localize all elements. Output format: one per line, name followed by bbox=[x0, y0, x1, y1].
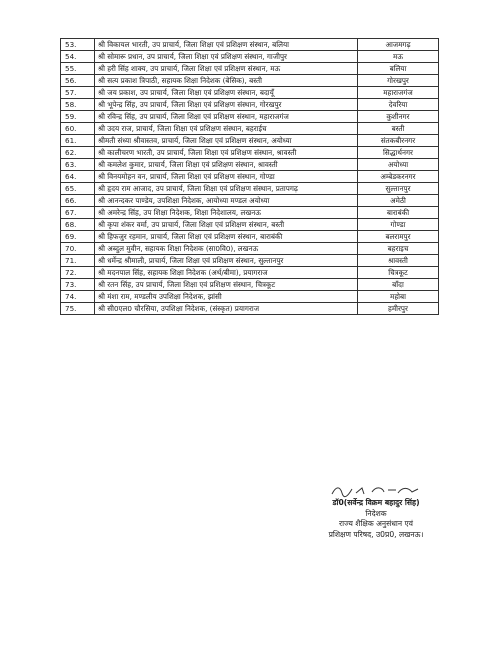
row-number: 61. bbox=[61, 135, 95, 147]
table-row bbox=[61, 255, 439, 267]
table-row bbox=[61, 159, 439, 171]
assigned-district: बाँदा bbox=[358, 279, 439, 291]
row-number: 65. bbox=[61, 183, 95, 195]
signatory-name: डॉ0(सर्वेन्द्र विक्रम बहादुर सिंह) bbox=[332, 498, 420, 507]
table-row bbox=[61, 75, 439, 87]
officer-details: श्री कृपा शंकर वर्मा, उप प्राचार्य, जिला शिक्षा एवं प्रशिक्षण संस्थान, बस्ती bbox=[95, 219, 358, 231]
officer-details: श्री धर्मेन्द्र श्रीमाली, प्राचार्य, जिला शिक्षा एवं प्रशिक्षण संस्थान, सुल्तानपुर bbox=[95, 255, 358, 267]
assigned-district: सुल्तानपुर bbox=[358, 183, 439, 195]
assigned-district: बस्ती bbox=[358, 123, 439, 135]
officer-details: श्री अब्दुल मुवीन, सहायक शिक्षा निदेशक (सा0वि0), लखनऊ bbox=[95, 243, 358, 255]
assigned-district: बाराबंकी bbox=[358, 207, 439, 219]
officer-details: श्री जय प्रकाश, उप प्राचार्य, जिला शिक्षा एवं प्रशिक्षण संस्थान, बदायूँ bbox=[95, 87, 358, 99]
table-row bbox=[61, 207, 439, 219]
assigned-district: सिद्धार्थनगर bbox=[358, 147, 439, 159]
table-row bbox=[61, 219, 439, 231]
table-row bbox=[61, 291, 439, 303]
row-number: 55. bbox=[61, 63, 95, 75]
assigned-district: अमेठी bbox=[358, 195, 439, 207]
officer-details: श्री उदय राज, प्राचार्य, जिला शिक्षा एवं प्रशिक्षण संस्थान, बहराईच bbox=[95, 123, 358, 135]
table-row bbox=[61, 147, 439, 159]
officer-details: श्री रविन्द्र सिंह, उप प्राचार्य, जिला शिक्षा एवं प्रशिक्षण संस्थान, महाराजगंज bbox=[95, 111, 358, 123]
row-number: 59. bbox=[61, 111, 95, 123]
assigned-district: महोबा bbox=[358, 291, 439, 303]
table-row bbox=[61, 51, 439, 63]
assigned-district: मऊ bbox=[358, 51, 439, 63]
officer-details: श्री मदनपाल सिंह, सहायक शिक्षा निदेशक (अर्थ/बीमा), प्रयागराज bbox=[95, 267, 358, 279]
row-number: 54. bbox=[61, 51, 95, 63]
assigned-district: चित्रकूट bbox=[358, 267, 439, 279]
officer-details: श्री विनयमोहन वन, प्राचार्य, जिला शिक्षा एवं प्रशिक्षण संस्थान, गोण्डा bbox=[95, 171, 358, 183]
assigned-district: हमीरपुर bbox=[358, 303, 439, 315]
signature-scribble-icon bbox=[326, 484, 426, 498]
officer-details: श्री विकायल भारती, उप प्राचार्य, जिला शिक्षा एवं प्रशिक्षण संस्थान, बलिया bbox=[95, 39, 358, 51]
officer-details: श्री आनन्दकर पाण्डेय, उपशिक्षा निदेशक, आयोध्या मण्डल अयोध्या bbox=[95, 195, 358, 207]
row-number: 56. bbox=[61, 75, 95, 87]
assigned-district: संतकबीरनगर bbox=[358, 135, 439, 147]
table-row bbox=[61, 63, 439, 75]
signatory-designation: निदेशक bbox=[365, 508, 387, 518]
signatory-org-line2: प्रशिक्षण परिषद, उ0प्र0, लखनऊ। bbox=[328, 529, 424, 539]
signatory-org-line1: राज्य शैक्षिक अनुसंधान एवं bbox=[339, 519, 413, 528]
table-row bbox=[61, 195, 439, 207]
officer-details: श्री सी0एल0 चौरसिया, उपशिक्षा निदेशक, (संस्कृत) प्रयागराज bbox=[95, 303, 358, 315]
table-row bbox=[61, 87, 439, 99]
officer-details: श्री भूपेन्द्र सिंह, उप प्राचार्य, जिला शिक्षा एवं प्रशिक्षण संस्थान, गोरखपुर bbox=[95, 99, 358, 111]
assigned-district: कुशीनगर bbox=[358, 111, 439, 123]
officer-details: श्री सोमारू प्रधान, उप प्राचार्य, जिला शिक्षा एवं प्रशिक्षण संस्थान, गाजीपुर bbox=[95, 51, 358, 63]
row-number: 72. bbox=[61, 267, 95, 279]
officer-details: श्री मंशा राम, मण्डलीय उपशिक्षा निदेशक, झांसी bbox=[95, 291, 358, 303]
assigned-district: अम्बेडकरनगर bbox=[358, 171, 439, 183]
table-row bbox=[61, 279, 439, 291]
table-row bbox=[61, 231, 439, 243]
row-number: 57. bbox=[61, 87, 95, 99]
row-number: 67. bbox=[61, 207, 95, 219]
assigned-district: बलिया bbox=[358, 63, 439, 75]
row-number: 68. bbox=[61, 219, 95, 231]
table-row bbox=[61, 99, 439, 111]
assigned-district: बहराइच bbox=[358, 243, 439, 255]
assigned-district: देवरिया bbox=[358, 99, 439, 111]
table-row bbox=[61, 123, 439, 135]
officer-details: श्री हिफजुर रहमान, प्राचार्य, जिला शिक्षा एवं प्रशिक्षण संस्थान, बाराबंकी bbox=[95, 231, 358, 243]
row-number: 71. bbox=[61, 255, 95, 267]
officer-details: श्री कालीचरण भारती, उप प्राचार्य, जिला शिक्षा एवं प्रशिक्षण संस्थान, श्रावस्ती bbox=[95, 147, 358, 159]
row-number: 75. bbox=[61, 303, 95, 315]
row-number: 53. bbox=[61, 39, 95, 51]
handwritten-signature bbox=[306, 484, 446, 498]
assigned-district: गोण्डा bbox=[358, 219, 439, 231]
row-number: 66. bbox=[61, 195, 95, 207]
row-number: 60. bbox=[61, 123, 95, 135]
table-row bbox=[61, 39, 439, 51]
assigned-district: श्रावस्ती bbox=[358, 255, 439, 267]
row-number: 69. bbox=[61, 231, 95, 243]
assigned-district: बलरामपुर bbox=[358, 231, 439, 243]
officer-details: श्री रतन सिंह, उप प्राचार्य, जिला शिक्षा एवं प्रशिक्षण संस्थान, चित्रकूट bbox=[95, 279, 358, 291]
table-row bbox=[61, 303, 439, 315]
row-number: 63. bbox=[61, 159, 95, 171]
table-row bbox=[61, 183, 439, 195]
officer-details: श्री हृदय राम आजाद, उप प्राचार्य, जिला शिक्षा एवं प्रशिक्षण संस्थान, प्रतापगढ़ bbox=[95, 183, 358, 195]
officer-details: श्री अमरेन्द्र सिंह, उप शिक्षा निदेशक, शिक्षा निदेशालय, लखनऊ bbox=[95, 207, 358, 219]
table-body bbox=[61, 39, 439, 315]
row-number: 70. bbox=[61, 243, 95, 255]
officer-details: श्री सत्य प्रकाश त्रिपाठी, सहायक शिक्षा निदेशक (बेसिक), बस्ती bbox=[95, 75, 358, 87]
table-row bbox=[61, 111, 439, 123]
row-number: 74. bbox=[61, 291, 95, 303]
table-row bbox=[61, 267, 439, 279]
signature-block bbox=[306, 484, 446, 540]
table-row bbox=[61, 171, 439, 183]
assigned-district: अयोध्या bbox=[358, 159, 439, 171]
assigned-district: गोरखपुर bbox=[358, 75, 439, 87]
officers-table bbox=[60, 38, 439, 315]
officer-details: श्री कमलेश कुमार, प्राचार्य, जिला शिक्षा एवं प्रशिक्षण संस्थान, श्रावस्ती bbox=[95, 159, 358, 171]
table-row bbox=[61, 135, 439, 147]
assigned-district: आजमगढ़ bbox=[358, 39, 439, 51]
officer-details: श्रीमती संध्या श्रीवास्तव, प्राचार्य, जिला शिक्षा एवं प्रशिक्षण संस्थान, अयोध्या bbox=[95, 135, 358, 147]
row-number: 58. bbox=[61, 99, 95, 111]
row-number: 62. bbox=[61, 147, 95, 159]
assigned-district: महाराजगंज bbox=[358, 87, 439, 99]
officer-details: श्री हरी सिंह शाक्य, उप प्राचार्य, जिला शिक्षा एवं प्रशिक्षण संस्थान, मऊ bbox=[95, 63, 358, 75]
row-number: 73. bbox=[61, 279, 95, 291]
table-row bbox=[61, 243, 439, 255]
row-number: 64. bbox=[61, 171, 95, 183]
